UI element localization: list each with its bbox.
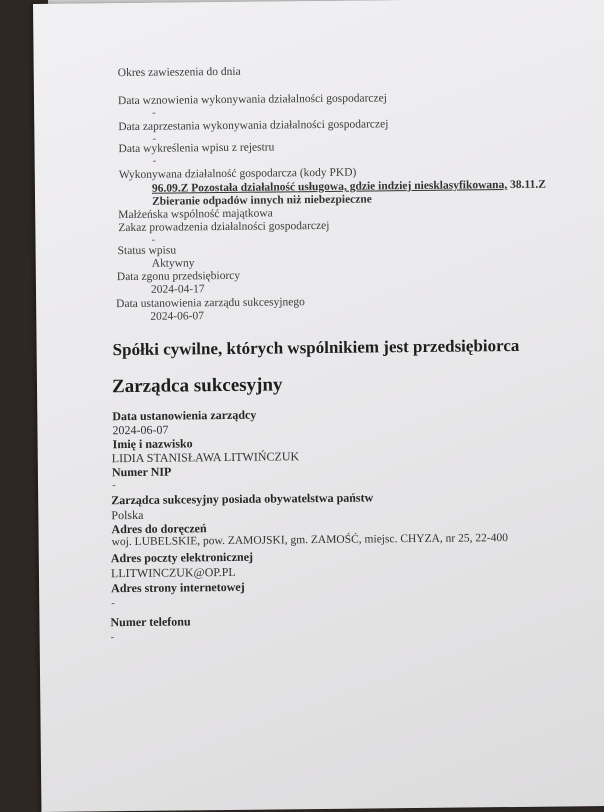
numer-telefonu-label: Numer telefonu bbox=[110, 614, 191, 630]
section-heading-zarzadca: Zarządca sukcesyjny bbox=[111, 374, 283, 398]
pkd-extra-code: 38.11.Z bbox=[507, 178, 546, 192]
adres-email-label: Adres poczty elektronicznej bbox=[110, 549, 254, 566]
obywatelstwo-value: Polska bbox=[111, 507, 144, 523]
numer-nip-value: - bbox=[111, 479, 116, 492]
data-zaprzestania-label: Data zaprzestania wykonywania działalności gospodarczej bbox=[118, 118, 389, 134]
obywatelstwo-label: Zarządca sukcesyjny posiada obywatelstwa państw bbox=[111, 490, 374, 508]
imie-nazwisko-value: LIDIA STANISŁAWA LITWIŃCZUK bbox=[111, 449, 300, 466]
adres-doreczen-value: woj. LUBELSKIE, pow. ZAMOJSKI, gm. ZAMOŚĆ, miejsc. CHYZA, nr 25, 22-400 bbox=[111, 532, 508, 549]
data-zarzadu-value: 2024-06-07 bbox=[150, 310, 205, 323]
adres-doreczen-label: Adres do doręczeń bbox=[111, 521, 207, 537]
numer-nip-label: Numer NIP bbox=[111, 464, 172, 480]
document-page bbox=[33, 0, 604, 812]
zakaz-prowadzenia-value: - bbox=[151, 233, 156, 246]
imie-nazwisko-label: Imię i nazwisko bbox=[112, 436, 193, 452]
zakaz-prowadzenia-label: Zakaz prowadzenia działalności gospodarczej bbox=[118, 219, 330, 235]
data-zaprzestania-value: - bbox=[152, 132, 157, 145]
adres-email-value: LLITWINCZUK@OP.PL bbox=[110, 564, 236, 581]
status-wpisu-value: Aktywny bbox=[151, 257, 195, 270]
malzenska-wspolnosc-label: Małżeńska wspólność majątkowa bbox=[118, 207, 273, 222]
data-wykreslenia-value: - bbox=[152, 154, 157, 167]
data-zgonu-label: Data zgonu przedsiębiorcy bbox=[116, 269, 241, 284]
section-heading-spolki: Spółki cywilne, których wspólnikiem jest przedsiębiorca bbox=[112, 335, 520, 360]
data-wznowienia-value: - bbox=[152, 106, 156, 119]
pkd-main-code: 96.09.Z Pozostała działalność usługowa, gdzie indziej niesklasyfikowana, bbox=[151, 179, 508, 195]
data-zarzadu-label: Data ustanowienia zarządu sukcesyjnego bbox=[116, 296, 305, 311]
data-wznowienia-label: Data wznowienia wykonywania działalności gospodarczej bbox=[117, 92, 387, 108]
pkd-codes bbox=[152, 179, 546, 195]
pkd-description: Zbieranie odpadów innych niż niebezpieczne bbox=[152, 193, 372, 208]
okres-zawieszenia-label: Okres zawieszenia do dnia bbox=[117, 65, 241, 80]
data-zgonu-value: 2024-04-17 bbox=[150, 283, 205, 296]
data-wykreslenia-label: Data wykreślenia wpisu z rejestru bbox=[118, 141, 275, 156]
data-ustanowienia-label: Data ustanowienia zarządcy bbox=[112, 407, 257, 424]
adres-www-value: - bbox=[111, 597, 116, 610]
adres-www-label: Adres strony internetowej bbox=[111, 579, 245, 596]
numer-telefonu-value: - bbox=[110, 631, 115, 644]
pkd-label: Wykonywana działalność gospodarcza (kody PKD) bbox=[118, 166, 357, 182]
data-ustanowienia-value: 2024-06-07 bbox=[112, 422, 169, 438]
status-wpisu-label: Status wpisu bbox=[117, 244, 177, 258]
